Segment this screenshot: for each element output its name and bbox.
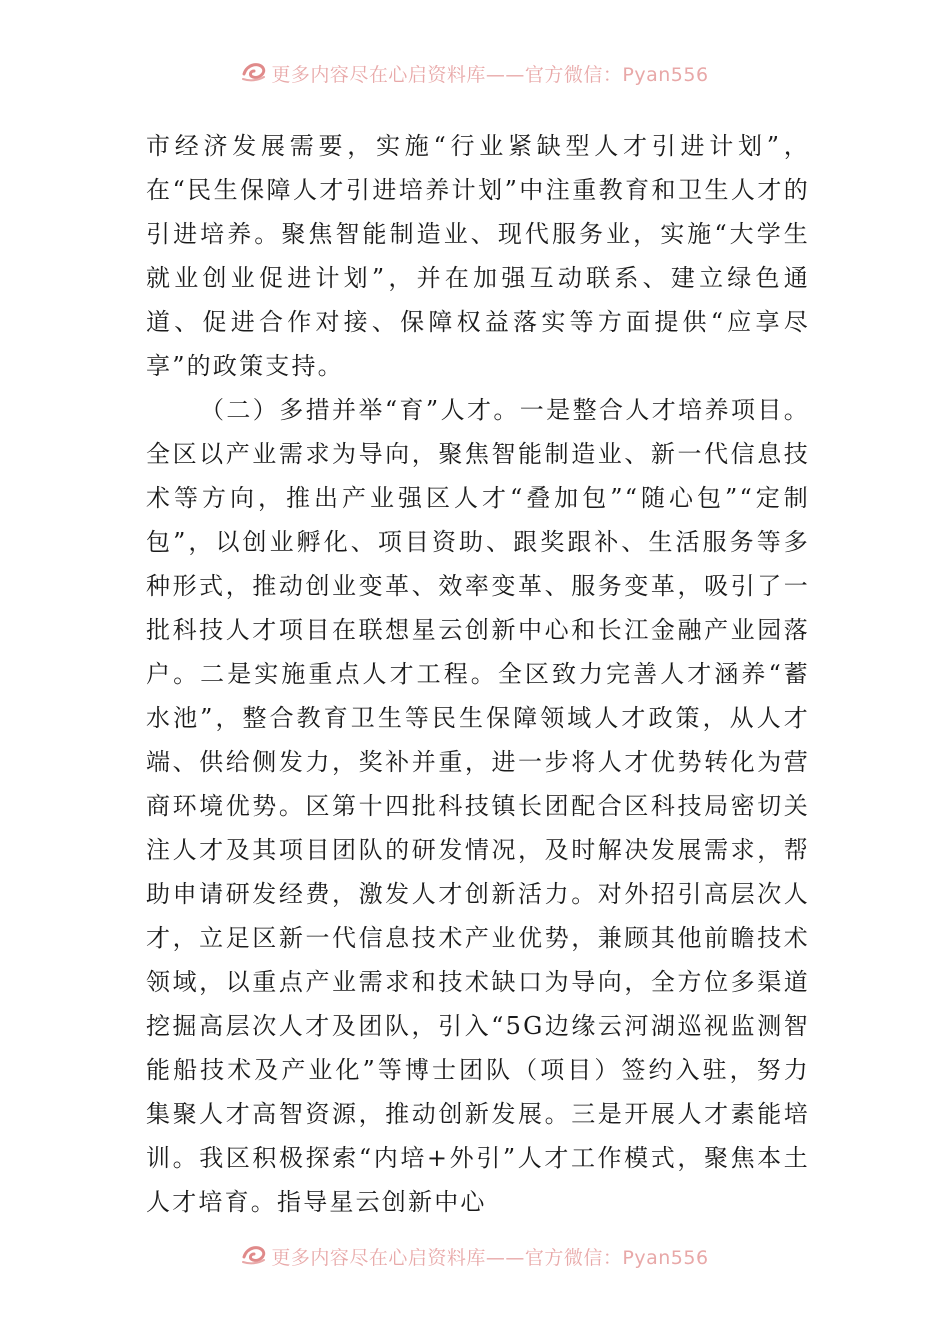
paragraph-section-two: （二）多措并举“育”人才。一是整合人才培养项目。全区以产业需求为导向，聚焦智能制造业、新一代信息技术等方向，推出产业强区人才“叠加包”“随心包”“定制包”，以创业孵化、项目资助、跟奖跟补、生活服务等多种形式，推动创业变革、效率变革、服务变革，吸引了一批科技人才项目在联想星云创新中心和长江金融产业园落户。二是实施重点人才工程。全区致力完善人才涵养“蓄水池”，整合教育卫生等民生保障领域人才政策，从人才端、供给侧发力，奖补并重，进一步将人才优势转化为营商环境优势。区第十四批科技镇长团配合区科技局密切关注人才及其项目团队的研发情况，及时解决发展需求，帮助申请研发经费，激发人才创新活力。对外招引高层次人才，立足区新一代信息技术产业优势，兼顾其他前瞻技术领域，以重点产业需求和技术缺口为导向，全方位多渠道挖掘高层次人才及团队，引入“5G边缘云河湖巡视监测智能船技术及产业化”等博士团队（项目）签约入驻，努力集聚人才高智资源，推动创新发展。三是开展人才素能培训。我区积极探索“内培+外引”人才工作模式，聚焦本土人才培育。指导星云创新中心 — [146, 396, 810, 1216]
header-watermark — [0, 60, 950, 87]
swirl-logo-icon — [241, 1243, 267, 1270]
swirl-logo-icon — [241, 60, 267, 87]
document-body — [146, 124, 810, 1224]
watermark-text: 更多内容尽在心启资料库——官方微信：Pyan556 — [271, 1247, 709, 1269]
paragraph-continued: 市经济发展需要，实施“行业紧缺型人才引进计划”，在“民生保障人才引进培养计划”中注重教育和卫生人才的引进培养。聚焦智能制造业、现代服务业，实施“大学生就业创业促进计划”，并在加强互动联系、建立绿色通道、促进合作对接、保障权益落实等方面提供“应享尽享”的政策支持。 — [146, 132, 810, 380]
watermark-text: 更多内容尽在心启资料库——官方微信：Pyan556 — [271, 64, 709, 86]
footer-watermark — [0, 1243, 950, 1270]
